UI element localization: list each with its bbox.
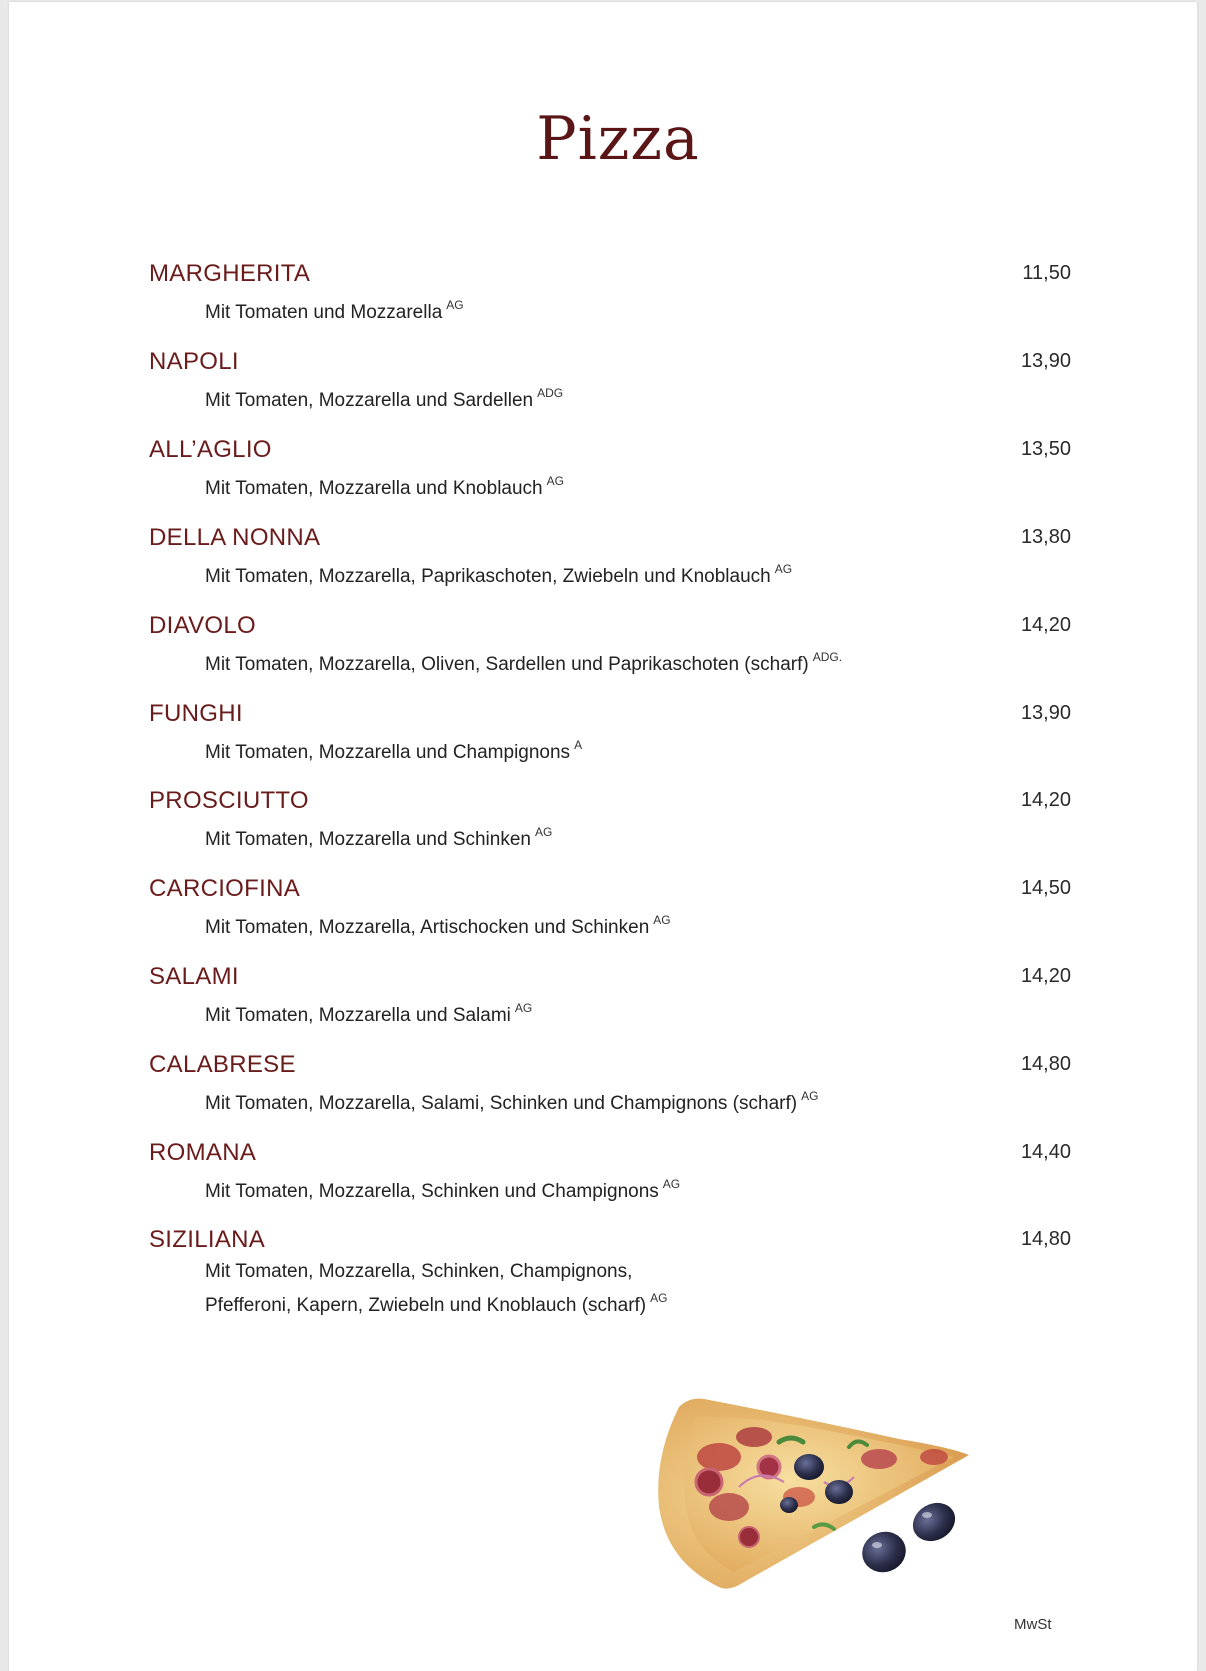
item-description — [205, 468, 564, 502]
item-description — [205, 907, 671, 941]
allergen-code: AG — [446, 298, 464, 312]
allergen-code: A — [574, 738, 583, 752]
item-description-text: Mit Tomaten, Mozzarella und Schinken — [205, 829, 531, 850]
item-description-text: Mit Tomaten und Mozzarella — [205, 302, 443, 323]
allergen-code: ADG — [537, 386, 564, 400]
item-price: 13,90 — [1020, 702, 1071, 724]
item-price: 14,80 — [1020, 1228, 1071, 1250]
item-price: 14,40 — [1020, 1141, 1071, 1163]
item-name: DELLA NONNA — [149, 524, 321, 551]
item-description — [205, 995, 532, 1029]
item-description-text: Pfefferoni, Kapern, Zwiebeln und Knoblauch (scharf) — [205, 1295, 647, 1316]
item-price: 11,50 — [1022, 262, 1071, 284]
item-name: PROSCIUTTO — [149, 787, 309, 814]
allergen-code: AG — [546, 474, 564, 488]
item-price: 13,80 — [1020, 526, 1071, 548]
item-name: MARGHERITA — [149, 260, 311, 287]
item-description — [205, 1171, 680, 1205]
menu-page — [9, 2, 1197, 1671]
item-description-text: Mit Tomaten, Mozzarella und Salami — [205, 1005, 511, 1026]
item-description-text: Mit Tomaten, Mozzarella, Paprikaschoten, Zwiebeln und Knoblauch — [205, 566, 771, 587]
item-description-text: Mit Tomaten, Mozzarella und Champignons — [205, 742, 571, 763]
allergen-code: AG — [650, 1291, 668, 1305]
item-description — [205, 1083, 818, 1117]
allergen-code: AG — [534, 825, 553, 839]
item-price: 14,50 — [1020, 877, 1071, 899]
allergen-code: AG — [662, 1177, 681, 1191]
item-price: 14,20 — [1020, 789, 1071, 811]
item-name: CALABRESE — [149, 1051, 296, 1078]
footer-note: MwSt — [1014, 1616, 1052, 1633]
item-price: 14,20 — [1020, 614, 1071, 636]
item-description — [205, 556, 792, 590]
item-price: 14,20 — [1020, 965, 1071, 987]
item-description — [205, 380, 563, 414]
item-description-line-2 — [205, 1285, 667, 1319]
item-description — [205, 292, 464, 326]
item-description — [205, 819, 552, 853]
item-description-text: Mit Tomaten, Mozzarella, Salami, Schinken und Champignons (scharf) — [205, 1093, 798, 1114]
item-name: FUNGHI — [149, 700, 243, 727]
item-description-text: Mit Tomaten, Mozzarella und Knoblauch — [205, 478, 543, 499]
item-description-text: Mit Tomaten, Mozzarella, Artischocken und Schinken — [205, 917, 650, 938]
pizza-slice-with-olives-icon — [649, 1387, 989, 1607]
allergen-code: AG — [801, 1089, 819, 1103]
item-name: CARCIOFINA — [149, 875, 301, 902]
item-description-line-1: Mit Tomaten, Mozzarella, Schinken, Champignons, — [205, 1261, 633, 1282]
allergen-code: AG — [514, 1001, 533, 1015]
item-description-text: Mit Tomaten, Mozzarella, Schinken und Champignons — [205, 1181, 659, 1202]
item-description — [205, 644, 842, 678]
item-name: ALL’AGLIO — [149, 436, 272, 463]
page-title: Pizza — [536, 104, 700, 174]
item-price: 13,90 — [1020, 350, 1071, 372]
allergen-code: ADG. — [812, 650, 843, 664]
item-name: SIZILIANA — [149, 1226, 266, 1253]
item-name: SALAMI — [149, 963, 239, 990]
item-name: NAPOLI — [149, 348, 239, 375]
allergen-code: AG — [774, 562, 793, 576]
item-description — [205, 1258, 667, 1319]
item-name: ROMANA — [149, 1139, 257, 1166]
item-price: 14,80 — [1020, 1053, 1071, 1075]
allergen-code: AG — [653, 913, 671, 927]
item-description — [205, 732, 582, 766]
item-description-text: Mit Tomaten, Mozzarella, Oliven, Sardellen und Paprikaschoten (scharf) — [205, 654, 809, 675]
item-price: 13,50 — [1020, 438, 1071, 460]
item-description-text: Mit Tomaten, Mozzarella und Sardellen — [205, 390, 534, 411]
item-name: DIAVOLO — [149, 612, 257, 639]
